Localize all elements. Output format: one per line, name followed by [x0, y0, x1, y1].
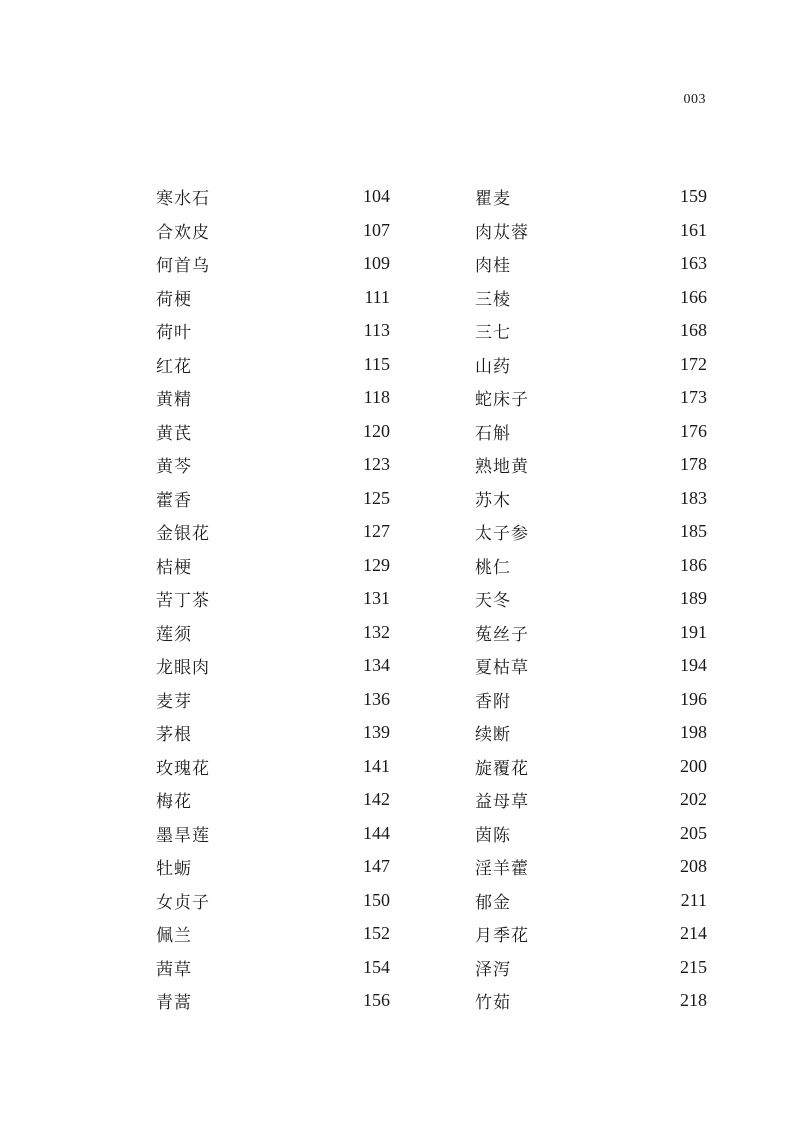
toc-entry-page: 134: [363, 655, 390, 676]
toc-entry-name: 三棱: [475, 289, 511, 310]
toc-entry-name: 寒水石: [156, 189, 210, 210]
toc-entry-name: 肉苁蓉: [475, 222, 529, 243]
toc-entry-page: 183: [680, 487, 707, 508]
toc-entry: [475, 381, 707, 415]
toc-entry-name: 石斛: [475, 423, 511, 444]
toc-entry-name: 续断: [475, 725, 511, 746]
toc-entry-page: 115: [363, 353, 390, 374]
toc-entry-page: 136: [363, 688, 390, 709]
toc-entry-name: 菟丝子: [475, 624, 529, 645]
toc-entry-name: 蛇床子: [475, 390, 529, 411]
toc-entry-name: 苏木: [475, 490, 511, 511]
toc-entry-page: 214: [680, 923, 707, 944]
toc-entry-page: 139: [363, 722, 390, 743]
toc-entry-name: 茜草: [156, 959, 192, 980]
toc-entry: [475, 783, 707, 817]
toc-entry-name: 莲须: [156, 624, 192, 645]
toc-entry: [156, 716, 390, 750]
toc-entry-name: 红花: [156, 356, 192, 377]
toc-entry: [475, 716, 707, 750]
toc-entry-name: 旋覆花: [475, 758, 529, 779]
toc-entry-name: 月季花: [475, 926, 529, 947]
toc-entry-name: 夏枯草: [475, 658, 529, 679]
toc-entry-page: 218: [680, 990, 707, 1011]
toc-entry-page: 159: [680, 186, 707, 207]
toc-entry-page: 104: [363, 186, 390, 207]
toc-entry: [475, 917, 707, 951]
toc-entry: [475, 348, 707, 382]
toc-entry-name: 香附: [475, 691, 511, 712]
toc-entry-page: 111: [364, 286, 390, 307]
toc-entry: [475, 850, 707, 884]
toc-entry: [475, 214, 707, 248]
toc-entry-name: 竹茹: [475, 993, 511, 1014]
toc-entry: [475, 314, 707, 348]
toc-entry: [156, 884, 390, 918]
toc-entry-name: 黄精: [156, 390, 192, 411]
toc-entry-name: 何首乌: [156, 256, 210, 277]
toc-entry-name: 淫羊藿: [475, 859, 529, 880]
toc-entry-name: 茵陈: [475, 825, 511, 846]
toc-entry-page: 125: [363, 487, 390, 508]
toc-entry: [475, 951, 707, 985]
toc-entry: [156, 951, 390, 985]
toc-entry-name: 泽泻: [475, 959, 511, 980]
toc-entry: [475, 515, 707, 549]
toc-entry: [475, 649, 707, 683]
toc-entry: [156, 850, 390, 884]
toc-entry-page: 150: [363, 889, 390, 910]
toc-entry: [475, 448, 707, 482]
toc-entry-name: 茅根: [156, 725, 192, 746]
toc-entry-page: 178: [680, 454, 707, 475]
toc-entry-page: 113: [363, 320, 390, 341]
toc-entry-name: 三七: [475, 323, 511, 344]
toc-entry-page: 172: [680, 353, 707, 374]
toc-entry-page: 144: [363, 822, 390, 843]
toc-entry-page: 185: [680, 521, 707, 542]
toc-entry: [156, 448, 390, 482]
toc-entry-page: 215: [680, 956, 707, 977]
toc-entry-page: 202: [680, 789, 707, 810]
toc-entry: [156, 683, 390, 717]
toc-entry-page: 154: [363, 956, 390, 977]
toc-entry-page: 186: [680, 554, 707, 575]
toc-entry-name: 金银花: [156, 524, 210, 545]
toc-left-column: [156, 180, 390, 1018]
toc-entry-name: 女贞子: [156, 892, 210, 913]
toc-entry-page: 200: [680, 755, 707, 776]
toc-entry-name: 墨旱莲: [156, 825, 210, 846]
toc-entry: [475, 549, 707, 583]
toc-entry-name: 青蒿: [156, 993, 192, 1014]
toc-right-column: [475, 180, 707, 1018]
toc-entry: [156, 180, 390, 214]
toc-entry-name: 益母草: [475, 792, 529, 813]
toc-entry-page: 107: [363, 219, 390, 240]
toc-entry-name: 熟地黄: [475, 457, 529, 478]
toc-entry-page: 131: [363, 588, 390, 609]
toc-entry-page: 211: [680, 889, 707, 910]
toc-entry-name: 黄芩: [156, 457, 192, 478]
toc-entry-page: 191: [680, 621, 707, 642]
toc-entry: [156, 783, 390, 817]
toc-entry: [156, 482, 390, 516]
toc-entry: [156, 281, 390, 315]
toc-entry-name: 苦丁茶: [156, 591, 210, 612]
toc-entry-name: 龙眼肉: [156, 658, 210, 679]
toc-entry-name: 郁金: [475, 892, 511, 913]
toc-entry: [475, 281, 707, 315]
toc-entry-page: 208: [680, 856, 707, 877]
toc-entry: [156, 984, 390, 1018]
toc-entry-page: 142: [363, 789, 390, 810]
toc-entry-name: 荷梗: [156, 289, 192, 310]
toc-entry-page: 198: [680, 722, 707, 743]
toc-entry-page: 173: [680, 387, 707, 408]
toc-entry: [475, 750, 707, 784]
toc-entry-page: 109: [363, 253, 390, 274]
toc-entry-page: 129: [363, 554, 390, 575]
toc-entry-page: 132: [363, 621, 390, 642]
toc-entry-page: 127: [363, 521, 390, 542]
toc-entry-name: 牡蛎: [156, 859, 192, 880]
toc-entry-name: 梅花: [156, 792, 192, 813]
toc-entry: [475, 616, 707, 650]
toc-entry-name: 佩兰: [156, 926, 192, 947]
toc-entry: [156, 549, 390, 583]
toc-entry: [475, 482, 707, 516]
toc-entry-page: 189: [680, 588, 707, 609]
toc-entry-page: 166: [680, 286, 707, 307]
toc-entry: [156, 415, 390, 449]
toc-entry-page: 205: [680, 822, 707, 843]
toc-entry-page: 152: [363, 923, 390, 944]
toc-entry: [475, 984, 707, 1018]
toc-entry: [475, 683, 707, 717]
toc-entry-name: 桔梗: [156, 557, 192, 578]
toc-entry: [156, 582, 390, 616]
toc-entry-name: 桃仁: [475, 557, 511, 578]
toc-entry: [156, 616, 390, 650]
toc-entry-page: 194: [680, 655, 707, 676]
toc-entry: [475, 582, 707, 616]
toc-entry-page: 168: [680, 320, 707, 341]
toc-entry-name: 太子参: [475, 524, 529, 545]
toc-entry-name: 藿香: [156, 490, 192, 511]
toc-entry-name: 玫瑰花: [156, 758, 210, 779]
toc-entry: [156, 515, 390, 549]
toc-entry-page: 118: [363, 387, 390, 408]
toc-entry: [156, 750, 390, 784]
toc-entry: [475, 884, 707, 918]
page-number: 003: [683, 92, 706, 107]
toc-entry-name: 山药: [475, 356, 511, 377]
toc-entry-name: 黄芪: [156, 423, 192, 444]
toc-entry-page: 161: [680, 219, 707, 240]
toc-entry: [156, 817, 390, 851]
toc-entry: [475, 817, 707, 851]
toc-entry: [475, 415, 707, 449]
toc-entry-name: 荷叶: [156, 323, 192, 344]
toc-entry-page: 141: [363, 755, 390, 776]
toc-entry-name: 天冬: [475, 591, 511, 612]
toc-entry-page: 120: [363, 420, 390, 441]
toc-entry: [475, 180, 707, 214]
toc-entry-page: 163: [680, 253, 707, 274]
toc-entry-page: 156: [363, 990, 390, 1011]
toc-entry: [156, 649, 390, 683]
toc-entry: [156, 381, 390, 415]
toc-entry-page: 176: [680, 420, 707, 441]
toc-entry-page: 196: [680, 688, 707, 709]
toc-entry: [156, 214, 390, 248]
toc-entry: [156, 247, 390, 281]
toc-entry: [156, 348, 390, 382]
toc-entry: [475, 247, 707, 281]
toc-entry-page: 147: [363, 856, 390, 877]
toc-entry: [156, 917, 390, 951]
toc-entry-name: 合欢皮: [156, 222, 210, 243]
toc-entry-page: 123: [363, 454, 390, 475]
toc-entry-name: 肉桂: [475, 256, 511, 277]
toc-entry: [156, 314, 390, 348]
toc-entry-name: 麦芽: [156, 691, 192, 712]
toc-entry-name: 瞿麦: [475, 189, 511, 210]
